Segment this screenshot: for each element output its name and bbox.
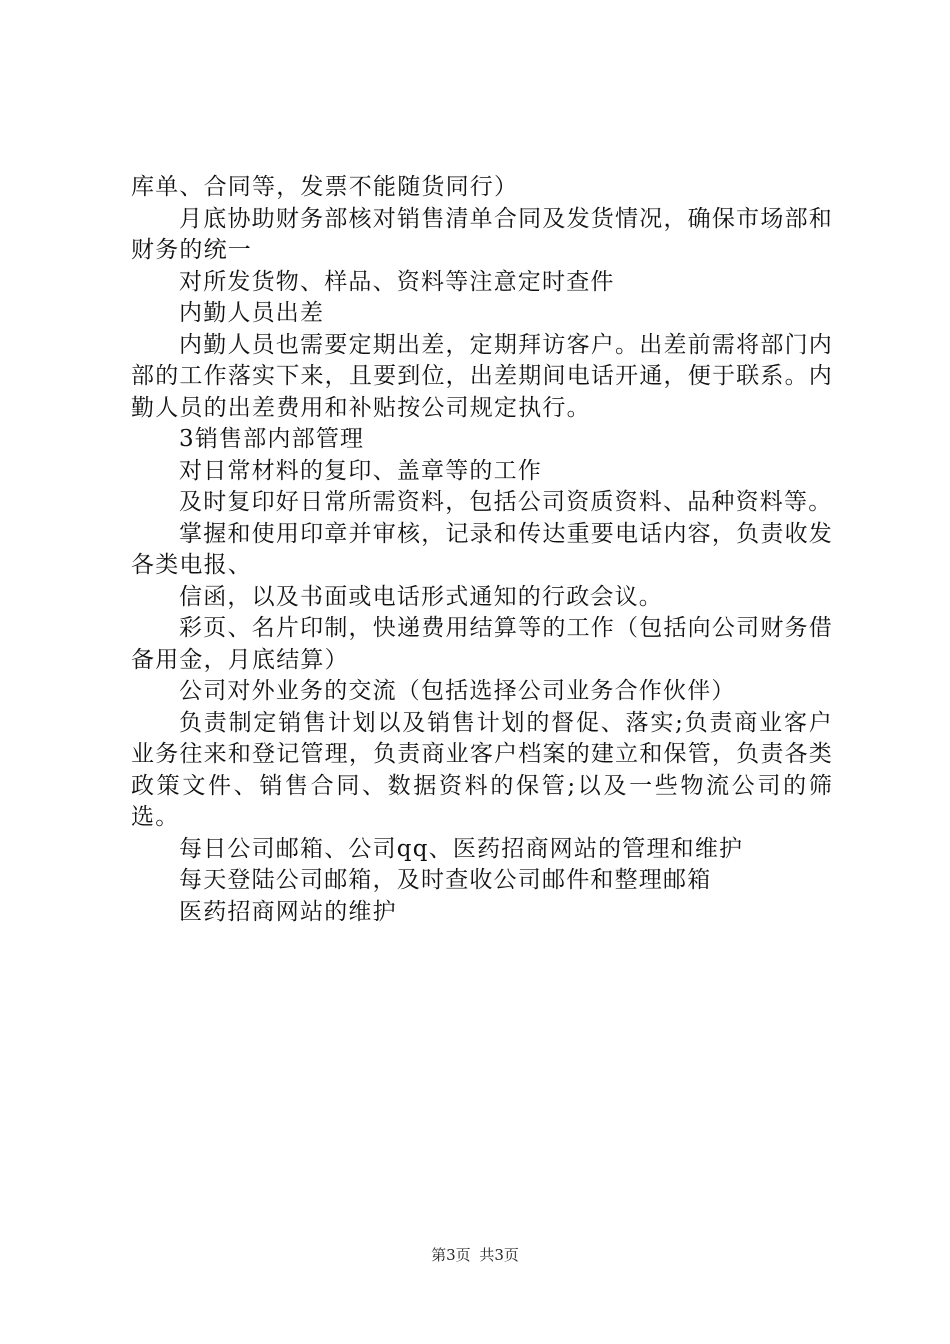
paragraph: 3销售部内部管理 xyxy=(179,426,365,452)
paragraph: 库单、合同等，发票不能随货同行） xyxy=(131,174,519,200)
paragraph: 信函，以及书面或电话形式通知的行政会议。 xyxy=(179,583,663,610)
page-number: 第3页 xyxy=(431,1246,471,1264)
page-total: 共3页 xyxy=(479,1246,519,1264)
paragraph: 对所发货物、样品、资料等注意定时查件 xyxy=(179,268,615,295)
paragraph: 内勤人员出差 xyxy=(179,300,325,326)
paragraph: 每天登陆公司邮箱，及时查收公司邮件和整理邮箱 xyxy=(179,867,712,893)
paragraph: 公司对外业务的交流（包括选择公司业务合作伙伴） xyxy=(179,678,736,704)
paragraph: 每日公司邮箱、公司qq、医药招商网站的管理和维护 xyxy=(179,835,744,862)
paragraph: 及时复印好日常所需资料，包括公司资质资料、品种资料等。 xyxy=(179,489,833,515)
paragraph: 内勤人员也需要定期出差，定期拜访客户。出差前需将部门内部的工作落实下来，且要到位，出差期间电话开通，便于联系。内勤人员的出差费用和补贴按公司规定执行。 xyxy=(131,331,833,421)
paragraph: 负责制定销售计划以及销售计划的督促、落实;负责商业客户业务往来和登记管理，负责商业客户档案的建立和保管，负责各类政策文件、销售合同、数据资料的保管;以及一些物流公司的筛选。 xyxy=(131,709,833,830)
paragraph: 医药招商网站的维护 xyxy=(179,898,397,925)
paragraph: 彩页、名片印制，快递费用结算等的工作（包括向公司财务借备用金，月底结算） xyxy=(131,615,833,673)
paragraph: 掌握和使用印章并审核，记录和传达重要电话内容，负责收发各类电报、 xyxy=(131,520,833,578)
page-footer xyxy=(0,1244,950,1265)
document-body xyxy=(131,172,833,928)
paragraph: 月底协助财务部核对销售清单合同及发货情况，确保市场部和财务的统一 xyxy=(131,205,833,263)
paragraph: 对日常材料的复印、盖章等的工作 xyxy=(179,457,542,484)
